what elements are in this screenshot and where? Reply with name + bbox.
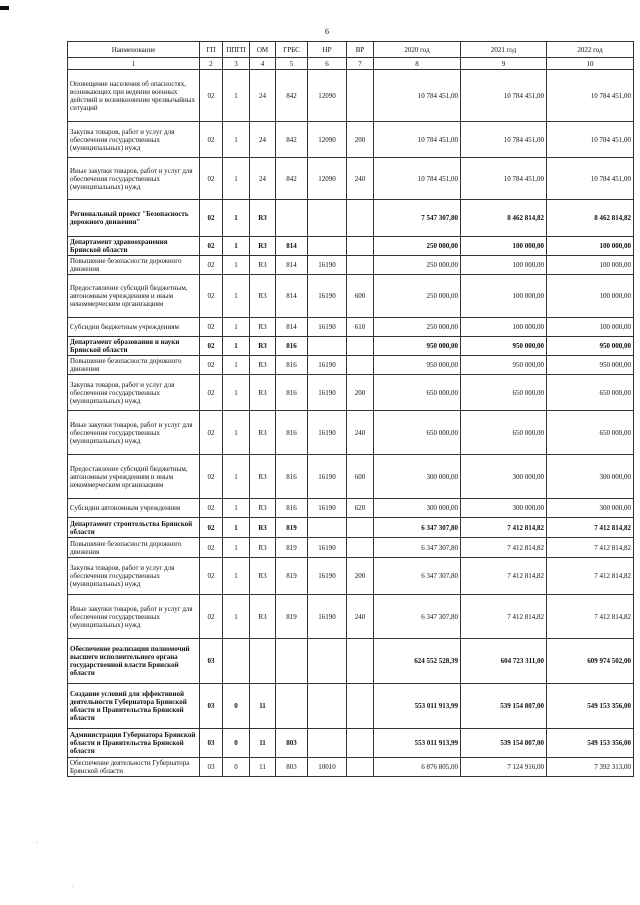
- code-cell: 819: [276, 538, 308, 558]
- code-cell: 11: [250, 758, 276, 777]
- column-header: ОМ: [250, 42, 276, 58]
- amount-cell: 7 547 307,80: [374, 200, 461, 237]
- code-cell: R3: [250, 538, 276, 558]
- column-header: 2021 год: [461, 42, 547, 58]
- column-index: 3: [223, 58, 250, 70]
- amount-cell: 950 000,00: [547, 337, 634, 356]
- code-cell: 16190: [308, 275, 347, 318]
- code-cell: 1: [223, 200, 250, 237]
- code-cell: 816: [276, 356, 308, 375]
- column-header: 2022 год: [547, 42, 634, 58]
- amount-cell: 250 000,00: [374, 256, 461, 275]
- amount-cell: 250 000,00: [374, 275, 461, 318]
- scan-mark: [0, 6, 9, 10]
- code-cell: 02: [200, 337, 223, 356]
- code-cell: 02: [200, 237, 223, 256]
- code-cell: 24: [250, 122, 276, 158]
- amount-cell: 650 000,00: [547, 375, 634, 411]
- code-cell: 600: [347, 455, 374, 499]
- amount-cell: 100 000,00: [547, 275, 634, 318]
- code-cell: 1: [223, 275, 250, 318]
- column-index-row: [68, 58, 634, 70]
- amount-cell: 950 000,00: [374, 337, 461, 356]
- code-cell: 1: [223, 356, 250, 375]
- code-cell: 803: [276, 758, 308, 777]
- code-cell: [347, 758, 374, 777]
- amount-cell: 100 000,00: [461, 256, 547, 275]
- code-cell: [347, 337, 374, 356]
- amount-cell: 624 552 528,39: [374, 639, 461, 684]
- table-row: [68, 256, 634, 275]
- amount-cell: 250 000,00: [374, 237, 461, 256]
- amount-cell: 950 000,00: [547, 356, 634, 375]
- row-name-cell: Повышение безопасности дорожного движения: [68, 256, 200, 275]
- code-cell: [347, 356, 374, 375]
- amount-cell: 539 154 807,00: [461, 684, 547, 729]
- code-cell: [347, 200, 374, 237]
- code-cell: R3: [250, 256, 276, 275]
- amount-cell: 300 000,00: [461, 499, 547, 518]
- code-cell: [250, 639, 276, 684]
- code-cell: [308, 684, 347, 729]
- code-cell: R3: [250, 558, 276, 595]
- code-cell: 16190: [308, 558, 347, 595]
- amount-cell: 100 000,00: [547, 318, 634, 337]
- header-row: [68, 42, 634, 58]
- code-cell: 02: [200, 158, 223, 200]
- table-row: [68, 318, 634, 337]
- amount-cell: 6 347 307,80: [374, 538, 461, 558]
- code-cell: R3: [250, 499, 276, 518]
- row-name-cell: Оповещение населения об опасностях, возникающих при ведении военных действий и возникновении чрезвычайных ситуаций: [68, 70, 200, 122]
- row-name-cell: Региональный проект "Безопасность дорожного движения": [68, 200, 200, 237]
- amount-cell: 300 000,00: [461, 455, 547, 499]
- code-cell: 16190: [308, 356, 347, 375]
- code-cell: 02: [200, 318, 223, 337]
- column-header: ВР: [347, 42, 374, 58]
- table-row: [68, 455, 634, 499]
- amount-cell: 7 412 814,82: [547, 595, 634, 639]
- code-cell: [276, 639, 308, 684]
- amount-cell: 7 412 814,82: [547, 558, 634, 595]
- code-cell: [347, 538, 374, 558]
- table-row: [68, 758, 634, 777]
- code-cell: 1: [223, 337, 250, 356]
- code-cell: 1: [223, 158, 250, 200]
- table-row: [68, 375, 634, 411]
- code-cell: 16190: [308, 318, 347, 337]
- code-cell: 10010: [308, 758, 347, 777]
- code-cell: 200: [347, 375, 374, 411]
- code-cell: R3: [250, 375, 276, 411]
- table-row: [68, 275, 634, 318]
- code-cell: 24: [250, 158, 276, 200]
- table-row: [68, 639, 634, 684]
- column-header: НР: [308, 42, 347, 58]
- amount-cell: 300 000,00: [547, 499, 634, 518]
- column-header: ППГП: [223, 42, 250, 58]
- amount-cell: 7 412 814,82: [547, 538, 634, 558]
- amount-cell: 100 000,00: [461, 318, 547, 337]
- amount-cell: 7 412 814,82: [461, 538, 547, 558]
- code-cell: [308, 337, 347, 356]
- row-name-cell: Закупка товаров, работ и услуг для обеспечения государственных (муниципальных) нужд: [68, 375, 200, 411]
- code-cell: 1: [223, 70, 250, 122]
- code-cell: R3: [250, 411, 276, 455]
- code-cell: 1: [223, 237, 250, 256]
- column-index: 8: [374, 58, 461, 70]
- code-cell: 03: [200, 684, 223, 729]
- code-cell: 02: [200, 256, 223, 275]
- column-index: 7: [347, 58, 374, 70]
- page-number: 6: [325, 27, 329, 36]
- code-cell: R3: [250, 237, 276, 256]
- code-cell: 819: [276, 558, 308, 595]
- amount-cell: 6 347 307,80: [374, 518, 461, 538]
- amount-cell: 7 412 814,82: [461, 595, 547, 639]
- code-cell: [347, 518, 374, 538]
- amount-cell: 250 000,00: [374, 318, 461, 337]
- column-index: 5: [276, 58, 308, 70]
- column-index: 1: [68, 58, 200, 70]
- code-cell: 1: [223, 538, 250, 558]
- code-cell: 1: [223, 122, 250, 158]
- code-cell: 814: [276, 256, 308, 275]
- code-cell: 02: [200, 70, 223, 122]
- table-row: [68, 70, 634, 122]
- code-cell: 819: [276, 518, 308, 538]
- row-name-cell: Департамент здравоохранения Брянской области: [68, 237, 200, 256]
- amount-cell: 7 412 814,82: [461, 558, 547, 595]
- code-cell: 24: [250, 70, 276, 122]
- amount-cell: 950 000,00: [461, 356, 547, 375]
- code-cell: [308, 200, 347, 237]
- code-cell: [223, 639, 250, 684]
- row-name-cell: Закупка товаров, работ и услуг для обеспечения государственных (муниципальных) нужд: [68, 558, 200, 595]
- amount-cell: 6 876 805,00: [374, 758, 461, 777]
- row-name-cell: Предоставление субсидий бюджетным, автономным учреждениям и иным некоммерческим организациям: [68, 455, 200, 499]
- budget-table: [67, 41, 634, 777]
- code-cell: 240: [347, 411, 374, 455]
- table-row: [68, 684, 634, 729]
- column-index: 6: [308, 58, 347, 70]
- code-cell: 1: [223, 499, 250, 518]
- row-name-cell: Обеспечение реализации полномочий высшего исполнительного органа государственной власти Брянской области: [68, 639, 200, 684]
- code-cell: 11: [250, 729, 276, 758]
- amount-cell: 8 462 814,82: [461, 200, 547, 237]
- column-header: Наименование: [68, 42, 200, 58]
- code-cell: 842: [276, 70, 308, 122]
- table-row: [68, 122, 634, 158]
- code-cell: 1: [223, 518, 250, 538]
- column-header: ГП: [200, 42, 223, 58]
- amount-cell: 10 784 451,00: [461, 122, 547, 158]
- code-cell: 02: [200, 275, 223, 318]
- amount-cell: 7 412 814,82: [547, 518, 634, 538]
- code-cell: 1: [223, 318, 250, 337]
- amount-cell: 10 784 451,00: [547, 158, 634, 200]
- amount-cell: 650 000,00: [374, 411, 461, 455]
- code-cell: 200: [347, 122, 374, 158]
- row-name-cell: Повышение безопасности дорожного движения: [68, 538, 200, 558]
- amount-cell: 100 000,00: [461, 275, 547, 318]
- code-cell: 816: [276, 375, 308, 411]
- code-cell: 0: [223, 729, 250, 758]
- amount-cell: 100 000,00: [547, 256, 634, 275]
- code-cell: 12090: [308, 122, 347, 158]
- code-cell: 16190: [308, 595, 347, 639]
- amount-cell: 10 784 451,00: [374, 70, 461, 122]
- row-name-cell: Повышение безопасности дорожного движения: [68, 356, 200, 375]
- code-cell: 620: [347, 499, 374, 518]
- amount-cell: 549 153 356,00: [547, 729, 634, 758]
- code-cell: 16190: [308, 375, 347, 411]
- column-index: 9: [461, 58, 547, 70]
- code-cell: [308, 237, 347, 256]
- amount-cell: 650 000,00: [461, 411, 547, 455]
- amount-cell: 539 154 807,00: [461, 729, 547, 758]
- code-cell: R3: [250, 455, 276, 499]
- row-name-cell: Создание условий для эффективной деятельности Губернатора Брянской области и Правительства Брянской области: [68, 684, 200, 729]
- code-cell: 842: [276, 122, 308, 158]
- scan-speck: ·: [36, 840, 38, 846]
- amount-cell: 604 723 311,00: [461, 639, 547, 684]
- amount-cell: 100 000,00: [547, 237, 634, 256]
- amount-cell: 7 124 916,00: [461, 758, 547, 777]
- column-index: 4: [250, 58, 276, 70]
- code-cell: 03: [200, 758, 223, 777]
- code-cell: 814: [276, 237, 308, 256]
- code-cell: 1: [223, 256, 250, 275]
- code-cell: 600: [347, 275, 374, 318]
- code-cell: R3: [250, 337, 276, 356]
- code-cell: 16190: [308, 256, 347, 275]
- row-name-cell: Иные закупки товаров, работ и услуг для обеспечения государственных (муниципальных) нужд: [68, 595, 200, 639]
- table-row: [68, 356, 634, 375]
- code-cell: R3: [250, 356, 276, 375]
- code-cell: 1: [223, 595, 250, 639]
- code-cell: 1: [223, 455, 250, 499]
- amount-cell: 10 784 451,00: [547, 122, 634, 158]
- code-cell: 16190: [308, 499, 347, 518]
- code-cell: 816: [276, 337, 308, 356]
- code-cell: R3: [250, 200, 276, 237]
- table-row: [68, 538, 634, 558]
- row-name-cell: Субсидии бюджетным учреждениям: [68, 318, 200, 337]
- table-body: [68, 70, 634, 777]
- code-cell: R3: [250, 595, 276, 639]
- amount-cell: 650 000,00: [374, 375, 461, 411]
- code-cell: 12090: [308, 70, 347, 122]
- code-cell: 200: [347, 558, 374, 595]
- row-name-cell: Предоставление субсидий бюджетным, автономным учреждениям и иным некоммерческим организациям: [68, 275, 200, 318]
- code-cell: [347, 256, 374, 275]
- column-index: 2: [200, 58, 223, 70]
- code-cell: 816: [276, 455, 308, 499]
- amount-cell: 10 784 451,00: [374, 158, 461, 200]
- amount-cell: 650 000,00: [461, 375, 547, 411]
- code-cell: 816: [276, 499, 308, 518]
- code-cell: 814: [276, 318, 308, 337]
- table-row: [68, 729, 634, 758]
- table-row: [68, 158, 634, 200]
- amount-cell: 10 784 451,00: [547, 70, 634, 122]
- code-cell: [308, 729, 347, 758]
- code-cell: 02: [200, 356, 223, 375]
- code-cell: 02: [200, 518, 223, 538]
- code-cell: 816: [276, 411, 308, 455]
- code-cell: [347, 684, 374, 729]
- row-name-cell: Администрация Губернатора Брянской области и Правительства Брянской области: [68, 729, 200, 758]
- table-row: [68, 411, 634, 455]
- amount-cell: 300 000,00: [374, 499, 461, 518]
- amount-cell: 553 011 913,99: [374, 729, 461, 758]
- code-cell: [347, 729, 374, 758]
- code-cell: 1: [223, 558, 250, 595]
- code-cell: 1: [223, 375, 250, 411]
- table-row: [68, 518, 634, 538]
- code-cell: 16190: [308, 538, 347, 558]
- code-cell: 12090: [308, 158, 347, 200]
- amount-cell: 553 011 913,99: [374, 684, 461, 729]
- table-row: [68, 595, 634, 639]
- code-cell: 610: [347, 318, 374, 337]
- code-cell: 240: [347, 158, 374, 200]
- code-cell: [347, 70, 374, 122]
- amount-cell: 300 000,00: [374, 455, 461, 499]
- row-name-cell: Иные закупки товаров, работ и услуг для обеспечения государственных (муниципальных) нужд: [68, 158, 200, 200]
- code-cell: 819: [276, 595, 308, 639]
- code-cell: 02: [200, 595, 223, 639]
- code-cell: 11: [250, 684, 276, 729]
- amount-cell: 950 000,00: [374, 356, 461, 375]
- amount-cell: 10 784 451,00: [461, 70, 547, 122]
- row-name-cell: Департамент строительства Брянской области: [68, 518, 200, 538]
- amount-cell: 6 347 307,80: [374, 595, 461, 639]
- code-cell: 03: [200, 729, 223, 758]
- code-cell: 02: [200, 411, 223, 455]
- table-row: [68, 200, 634, 237]
- amount-cell: 10 784 451,00: [374, 122, 461, 158]
- amount-cell: 8 462 814,82: [547, 200, 634, 237]
- code-cell: [347, 237, 374, 256]
- code-cell: 1: [223, 411, 250, 455]
- code-cell: 814: [276, 275, 308, 318]
- code-cell: 803: [276, 729, 308, 758]
- code-cell: 842: [276, 158, 308, 200]
- column-header: ГРБС: [276, 42, 308, 58]
- row-name-cell: Иные закупки товаров, работ и услуг для обеспечения государственных (муниципальных) нужд: [68, 411, 200, 455]
- code-cell: [347, 639, 374, 684]
- table-row: [68, 499, 634, 518]
- code-cell: [308, 518, 347, 538]
- code-cell: [276, 684, 308, 729]
- code-cell: [308, 639, 347, 684]
- code-cell: 02: [200, 455, 223, 499]
- amount-cell: 7 412 814,82: [461, 518, 547, 538]
- code-cell: 02: [200, 375, 223, 411]
- code-cell: 16190: [308, 455, 347, 499]
- code-cell: 0: [223, 758, 250, 777]
- code-cell: 02: [200, 558, 223, 595]
- table-row: [68, 558, 634, 595]
- code-cell: 02: [200, 538, 223, 558]
- row-name-cell: Обеспечение деятельности Губернатора Брянской области: [68, 758, 200, 777]
- code-cell: 16190: [308, 411, 347, 455]
- code-cell: R3: [250, 518, 276, 538]
- code-cell: R3: [250, 275, 276, 318]
- code-cell: 02: [200, 122, 223, 158]
- code-cell: 02: [200, 499, 223, 518]
- code-cell: 03: [200, 639, 223, 684]
- amount-cell: 609 974 502,00: [547, 639, 634, 684]
- code-cell: [276, 200, 308, 237]
- amount-cell: 100 000,00: [461, 237, 547, 256]
- code-cell: R3: [250, 318, 276, 337]
- amount-cell: 650 000,00: [547, 411, 634, 455]
- amount-cell: 6 347 307,80: [374, 558, 461, 595]
- code-cell: 240: [347, 595, 374, 639]
- amount-cell: 7 392 313,00: [547, 758, 634, 777]
- amount-cell: 300 000,00: [547, 455, 634, 499]
- table-row: [68, 337, 634, 356]
- table-row: [68, 237, 634, 256]
- row-name-cell: Субсидии автономным учреждениям: [68, 499, 200, 518]
- column-index: 10: [547, 58, 634, 70]
- column-header: 2020 год: [374, 42, 461, 58]
- amount-cell: 10 784 451,00: [461, 158, 547, 200]
- row-name-cell: Закупка товаров, работ и услуг для обеспечения государственных (муниципальных) нужд: [68, 122, 200, 158]
- code-cell: 0: [223, 684, 250, 729]
- amount-cell: 950 000,00: [461, 337, 547, 356]
- code-cell: 02: [200, 200, 223, 237]
- row-name-cell: Департамент образования и науки Брянской области: [68, 337, 200, 356]
- amount-cell: 549 153 356,00: [547, 684, 634, 729]
- scan-speck: ·: [72, 884, 74, 890]
